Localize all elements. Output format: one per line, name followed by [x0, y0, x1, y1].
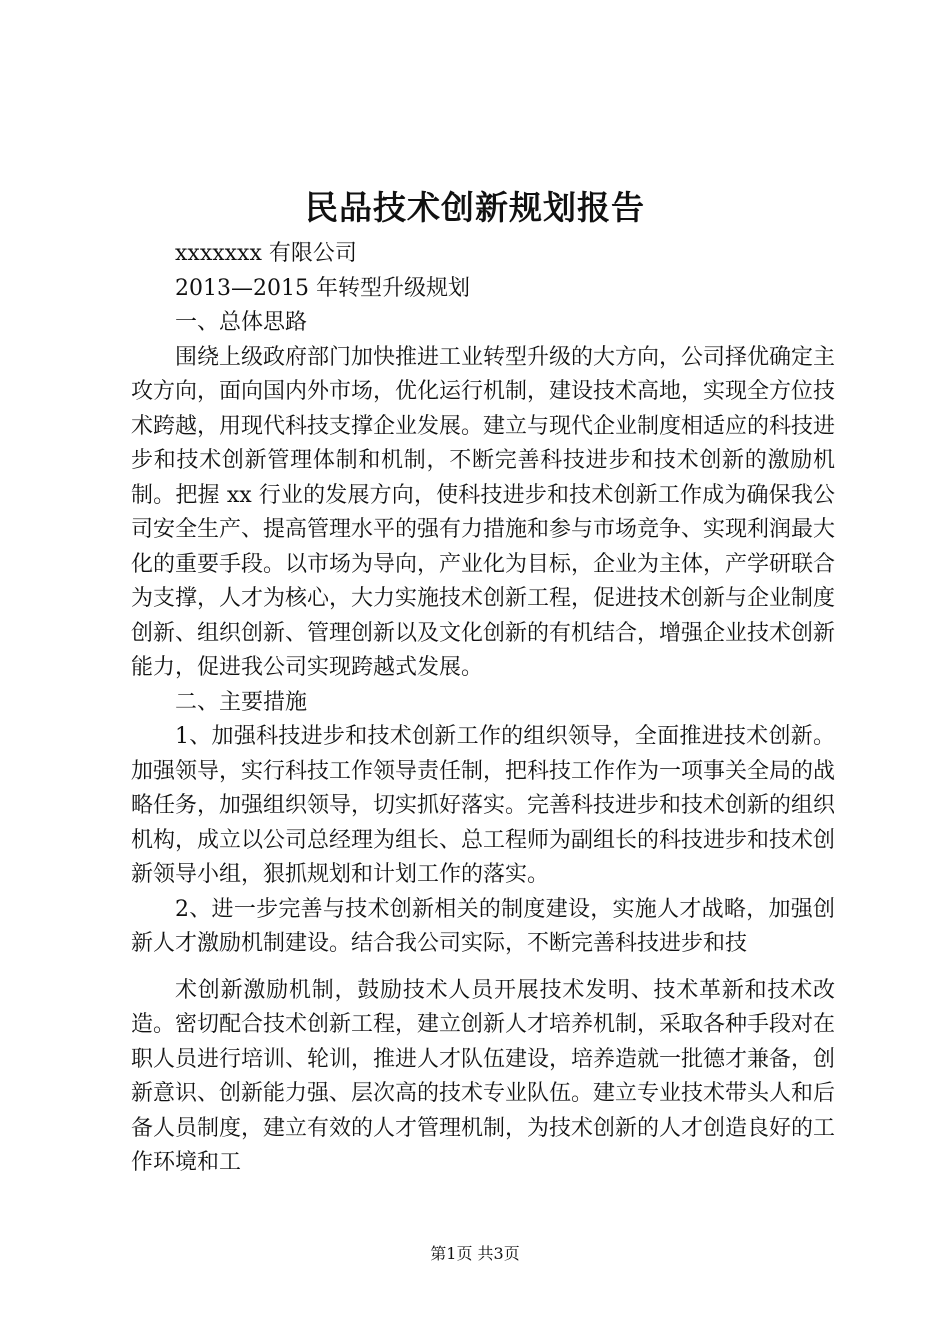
- company-name: xxxxxxx 有限公司: [175, 241, 357, 266]
- paragraph-overall-approach: 围绕上级政府部门加快推进工业转型升级的大方向，公司择优确定主攻方向，面向国内外市场，优化运行机制，建设技术高地，实现全方位技术跨越，用现代科技支撑企业发展。建立与现代企业制度相适应的科技进步和技术创新管理体制和机制，不断完善科技进步和技术创新的激励机制。把握 xx 行业的发展方向，使科技进步和技术创新工作成为确保我公司安全生产、提高管理水平的强有力措施和参与市场竞争、实现利润最大化的重要手段。以市场为导向，产业化为目标，企业为主体，产学研联合为支撑，人才为核心，大力实施技术创新工程，促进技术创新与企业制度创新、组织创新、管理创新以及文化创新的有机结合，增强企业技术创新能力，促进我公司实现跨越式发展。: [131, 344, 836, 680]
- page-footer: 第1页 共3页: [430, 1244, 520, 1263]
- document-body: [131, 237, 835, 1181]
- paragraph-measure-2-continued: 术创新激励机制，鼓励技术人员开展技术发明、技术革新和技术改造。密切配合技术创新工程，建立创新人才培养机制，采取各种手段对在职人员进行培训、轮训，推进人才队伍建设，培养造就一批德才兼备，创新意识、创新能力强、层次高的技术专业队伍。建立专业技术带头人和后备人员制度，建立有效的人才管理机制，为技术创新的人才创造良好的工作环境和工: [131, 977, 836, 1175]
- plan-title: 2013—2015 年转型升级规划: [175, 275, 470, 301]
- section-heading-overall: 一、总体思路: [175, 310, 308, 335]
- document-title: 民品技术创新规划报告: [305, 188, 645, 227]
- paragraph-measure-2: 2、进一步完善与技术创新相关的制度建设，实施人才战略，加强创新人才激励机制建设。结合我公司实际，不断完善科技进步和技: [131, 896, 835, 956]
- section-heading-measures: 二、主要措施: [175, 689, 308, 715]
- paragraph-measure-1: 1、加强科技进步和技术创新工作的组织领导，全面推进技术创新。加强领导，实行科技工作领导责任制，把科技工作作为一项事关全局的战略任务，加强组织领导，切实抓好落实。完善科技进步和技术创新的组织机构，成立以公司总经理为组长、总工程师为副组长的科技进步和技术创新领导小组，狠抓规划和计划工作的落实。: [131, 724, 836, 887]
